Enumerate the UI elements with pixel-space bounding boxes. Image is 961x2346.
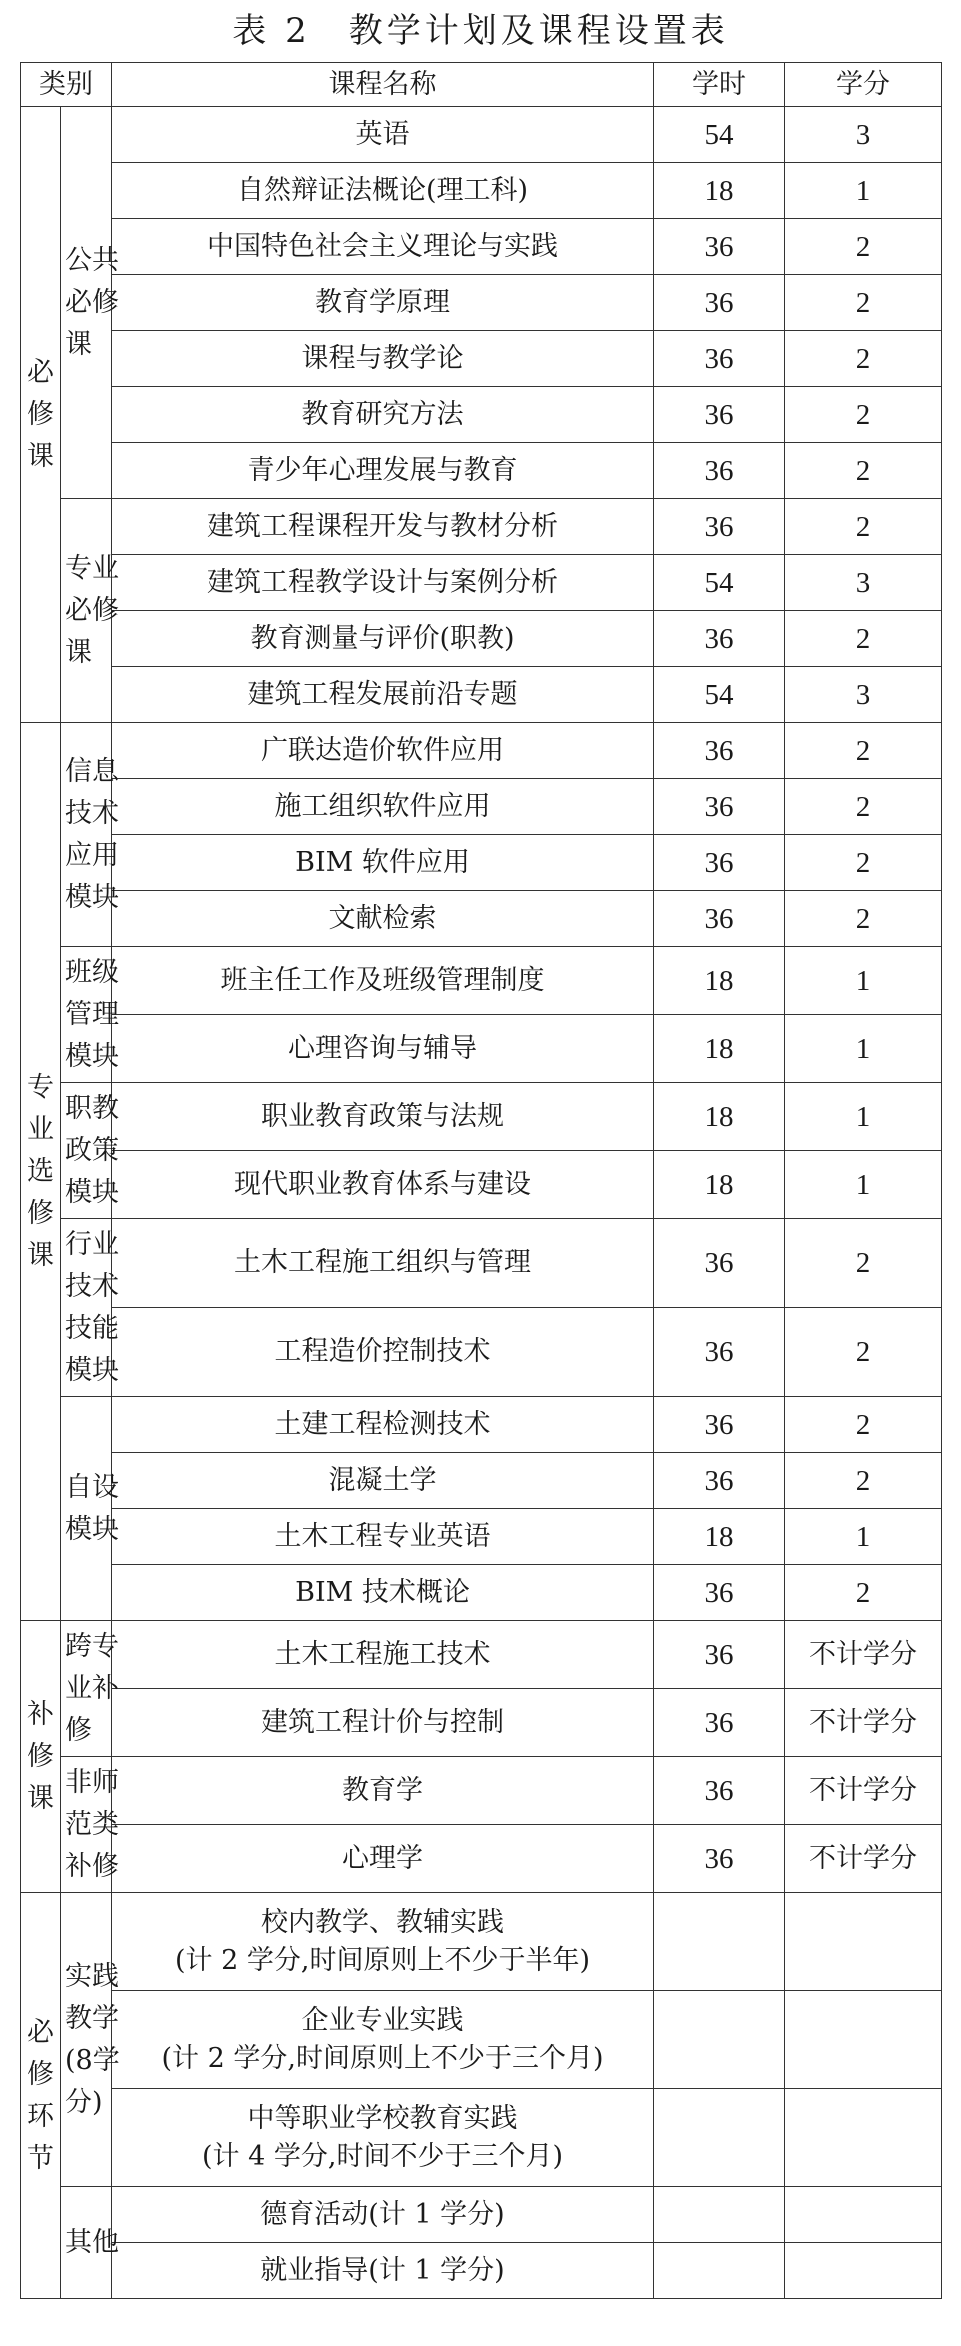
subgroup-label: 职教政策模块 xyxy=(65,1092,119,1208)
subgroup-label: 实践教学(8学分) xyxy=(65,1960,120,2118)
table-row xyxy=(21,1991,942,2089)
course-hours: 18 xyxy=(654,1151,785,1219)
course-hours: 36 xyxy=(654,499,785,555)
table-row xyxy=(21,387,942,443)
course-credits: 2 xyxy=(785,1397,942,1453)
course-name: 课程与教学论 xyxy=(112,331,654,387)
header-category: 类别 xyxy=(21,63,112,107)
table-row xyxy=(21,1565,942,1621)
course-name xyxy=(112,1991,654,2089)
course-credits: 不计学分 xyxy=(785,1621,942,1689)
header-course: 课程名称 xyxy=(112,63,654,107)
course-name: 德育活动(计 1 学分) xyxy=(112,2187,654,2243)
course-hours xyxy=(654,1991,785,2089)
subgroup-label: 其他 xyxy=(65,2226,119,2258)
course-credits: 1 xyxy=(785,1015,942,1083)
course-name: 现代职业教育体系与建设 xyxy=(112,1151,654,1219)
course-hours: 36 xyxy=(654,1689,785,1757)
course-hours: 36 xyxy=(654,387,785,443)
course-credits: 2 xyxy=(785,331,942,387)
course-hours: 18 xyxy=(654,1509,785,1565)
course-credits: 2 xyxy=(785,1565,942,1621)
subgroup-label: 非师范类补修 xyxy=(65,1766,119,1882)
table-row xyxy=(21,555,942,611)
course-title: 中等职业学校教育实践 xyxy=(247,2102,518,2134)
group-links xyxy=(21,1893,61,2299)
course-credits xyxy=(785,2187,942,2243)
group-label: 必修环节 xyxy=(27,2016,54,2174)
table-row xyxy=(21,443,942,499)
course-name: 中国特色社会主义理论与实践 xyxy=(112,219,654,275)
course-credits: 2 xyxy=(785,387,942,443)
course-credits: 2 xyxy=(785,1219,942,1308)
table-row xyxy=(21,667,942,723)
course-name: 就业指导(计 1 学分) xyxy=(112,2243,654,2299)
course-hours: 36 xyxy=(654,1621,785,1689)
subgroup-public xyxy=(61,107,119,499)
group-label: 专业选修课 xyxy=(27,1071,54,1271)
table-row xyxy=(21,1453,942,1509)
course-name: 教育研究方法 xyxy=(112,387,654,443)
subgroup-self xyxy=(61,1397,119,1621)
course-hours: 36 xyxy=(654,1219,785,1308)
course-name: BIM 技术概论 xyxy=(112,1565,654,1621)
table-row xyxy=(21,611,942,667)
course-hours: 36 xyxy=(654,443,785,499)
subgroup-it xyxy=(61,723,119,947)
table-row xyxy=(21,1015,942,1083)
course-name: 教育测量与评价(职教) xyxy=(112,611,654,667)
course-note: (计 2 学分,时间原则上不少于半年) xyxy=(175,1944,590,1976)
group-required xyxy=(21,107,61,723)
subgroup-label: 行业技术技能模块 xyxy=(65,1228,119,1386)
course-plan-table xyxy=(20,62,942,2299)
course-name xyxy=(112,1893,654,1991)
course-hours: 36 xyxy=(654,1397,785,1453)
table-row xyxy=(21,499,942,555)
course-name: 心理学 xyxy=(112,1825,654,1893)
course-credits: 2 xyxy=(785,499,942,555)
course-hours: 36 xyxy=(654,611,785,667)
course-title: 企业专业实践 xyxy=(301,2004,464,2036)
course-credits: 2 xyxy=(785,443,942,499)
course-name: 班主任工作及班级管理制度 xyxy=(112,947,654,1015)
course-credits: 2 xyxy=(785,835,942,891)
course-credits: 2 xyxy=(785,275,942,331)
course-credits xyxy=(785,2089,942,2187)
course-name: 施工组织软件应用 xyxy=(112,779,654,835)
course-title: 校内教学、教辅实践 xyxy=(261,1906,504,1938)
table-row xyxy=(21,1689,942,1757)
subgroup-practice xyxy=(61,1893,120,2187)
course-name: 教育学 xyxy=(112,1757,654,1825)
header-credits: 学分 xyxy=(785,63,942,107)
course-name: 广联达造价软件应用 xyxy=(112,723,654,779)
table-row xyxy=(21,1825,942,1893)
table-row xyxy=(21,1621,942,1689)
group-elective xyxy=(21,723,61,1621)
subgroup-label: 专业必修课 xyxy=(65,552,119,668)
course-credits: 1 xyxy=(785,1083,942,1151)
course-hours xyxy=(654,2187,785,2243)
subgroup-label: 班级管理模块 xyxy=(65,956,119,1072)
header-row xyxy=(21,63,942,107)
table-row xyxy=(21,1397,942,1453)
table-row xyxy=(21,835,942,891)
course-hours xyxy=(654,1893,785,1991)
course-hours: 18 xyxy=(654,947,785,1015)
subgroup-other xyxy=(61,2187,119,2299)
course-hours: 18 xyxy=(654,1015,785,1083)
group-label: 必修课 xyxy=(27,356,54,472)
subgroup-major xyxy=(61,499,119,723)
table-row xyxy=(21,2243,942,2299)
subgroup-cross xyxy=(61,1621,119,1757)
table-row xyxy=(21,1757,942,1825)
course-hours xyxy=(654,2243,785,2299)
course-name: 青少年心理发展与教育 xyxy=(112,443,654,499)
course-credits: 3 xyxy=(785,107,942,163)
course-hours: 36 xyxy=(654,1757,785,1825)
course-name: 英语 xyxy=(112,107,654,163)
course-credits: 2 xyxy=(785,1453,942,1509)
course-hours: 36 xyxy=(654,835,785,891)
subgroup-label: 信息技术应用模块 xyxy=(65,755,119,913)
table-row xyxy=(21,219,942,275)
course-credits: 不计学分 xyxy=(785,1757,942,1825)
table-title: 表 2 教学计划及课程设置表 xyxy=(232,11,729,51)
course-hours: 18 xyxy=(654,1083,785,1151)
subgroup-policy xyxy=(61,1083,119,1219)
course-hours xyxy=(654,2089,785,2187)
course-hours: 54 xyxy=(654,667,785,723)
course-credits: 1 xyxy=(785,163,942,219)
course-credits: 不计学分 xyxy=(785,1825,942,1893)
course-credits: 不计学分 xyxy=(785,1689,942,1757)
table-row xyxy=(21,779,942,835)
table-row xyxy=(21,891,942,947)
course-hours: 18 xyxy=(654,163,785,219)
table-row xyxy=(21,1219,942,1308)
table-row xyxy=(21,2187,942,2243)
subgroup-nonnormal xyxy=(61,1757,119,1893)
course-note: (计 4 学分,时间不少于三个月) xyxy=(202,2140,563,2172)
course-name: 建筑工程计价与控制 xyxy=(112,1689,654,1757)
course-name: 建筑工程教学设计与案例分析 xyxy=(112,555,654,611)
table-row xyxy=(21,331,942,387)
course-name: 土木工程施工组织与管理 xyxy=(112,1219,654,1308)
table-row xyxy=(21,723,942,779)
course-credits: 1 xyxy=(785,1151,942,1219)
course-name: 混凝土学 xyxy=(112,1453,654,1509)
table-row xyxy=(21,1509,942,1565)
subgroup-label: 自设模块 xyxy=(65,1471,119,1545)
course-name: 土建工程检测技术 xyxy=(112,1397,654,1453)
course-credits: 2 xyxy=(785,891,942,947)
course-hours: 36 xyxy=(654,723,785,779)
course-credits: 1 xyxy=(785,947,942,1015)
course-name: BIM 软件应用 xyxy=(112,835,654,891)
course-credits xyxy=(785,1893,942,1991)
course-hours: 36 xyxy=(654,1453,785,1509)
course-name: 心理咨询与辅导 xyxy=(112,1015,654,1083)
course-name: 工程造价控制技术 xyxy=(112,1308,654,1397)
header-hours: 学时 xyxy=(654,63,785,107)
course-credits: 3 xyxy=(785,667,942,723)
course-hours: 36 xyxy=(654,1825,785,1893)
course-credits: 2 xyxy=(785,219,942,275)
subgroup-label: 公共必修课 xyxy=(65,244,119,360)
table-row xyxy=(21,947,942,1015)
course-name xyxy=(112,2089,654,2187)
table-row xyxy=(21,1893,942,1991)
group-remedial xyxy=(21,1621,61,1893)
course-credits: 3 xyxy=(785,555,942,611)
table-row xyxy=(21,275,942,331)
course-note: (计 2 学分,时间原则上不少于三个月) xyxy=(161,2042,604,2074)
course-name: 建筑工程发展前沿专题 xyxy=(112,667,654,723)
course-hours: 36 xyxy=(654,1565,785,1621)
course-credits: 2 xyxy=(785,1308,942,1397)
course-hours: 36 xyxy=(654,779,785,835)
course-hours: 36 xyxy=(654,891,785,947)
course-hours: 54 xyxy=(654,107,785,163)
course-hours: 36 xyxy=(654,275,785,331)
course-credits xyxy=(785,1991,942,2089)
course-name: 土木工程施工技术 xyxy=(112,1621,654,1689)
course-credits xyxy=(785,2243,942,2299)
course-name: 职业教育政策与法规 xyxy=(112,1083,654,1151)
course-hours: 54 xyxy=(654,555,785,611)
course-hours: 36 xyxy=(654,219,785,275)
subgroup-industry xyxy=(61,1219,119,1397)
course-credits: 2 xyxy=(785,779,942,835)
table-row xyxy=(21,1308,942,1397)
course-credits: 2 xyxy=(785,723,942,779)
subgroup-label: 跨专业补修 xyxy=(65,1630,119,1746)
course-hours: 36 xyxy=(654,331,785,387)
course-credits: 1 xyxy=(785,1509,942,1565)
course-name: 自然辩证法概论(理工科) xyxy=(112,163,654,219)
course-name: 建筑工程课程开发与教材分析 xyxy=(112,499,654,555)
course-name: 土木工程专业英语 xyxy=(112,1509,654,1565)
group-label: 补修课 xyxy=(27,1698,54,1814)
course-hours: 36 xyxy=(654,1308,785,1397)
table-row xyxy=(21,163,942,219)
course-credits: 2 xyxy=(785,611,942,667)
table-row xyxy=(21,1151,942,1219)
table-row xyxy=(21,1083,942,1151)
table-row xyxy=(21,2089,942,2187)
course-name: 教育学原理 xyxy=(112,275,654,331)
subgroup-class xyxy=(61,947,119,1083)
table-row xyxy=(21,107,942,163)
course-name: 文献检索 xyxy=(112,891,654,947)
